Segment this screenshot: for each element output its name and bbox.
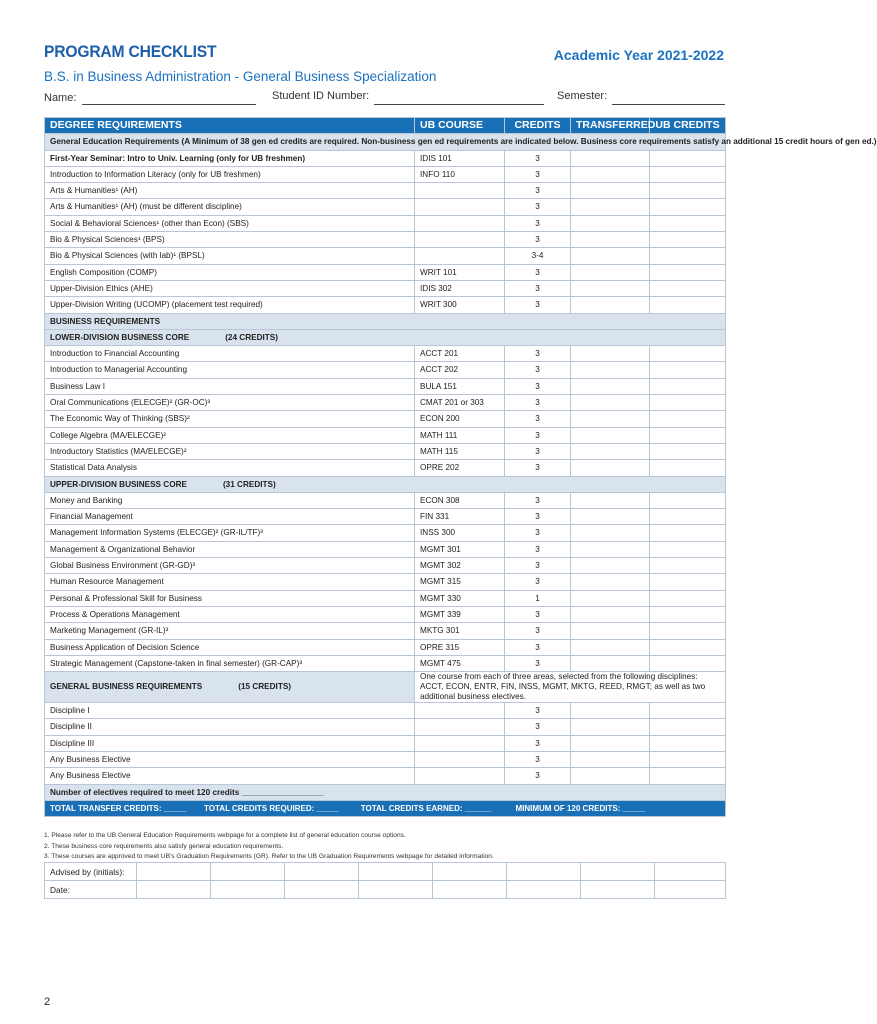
col-ub-course: UB COURSE [415, 118, 505, 134]
total-credits-required: TOTAL CREDITS REQUIRED: _____ [204, 803, 339, 813]
transferred-input[interactable] [571, 590, 650, 606]
requirement-name: The Economic Way of Thinking (SBS)² [45, 411, 415, 427]
table-row [45, 183, 726, 199]
date-cell[interactable] [433, 881, 507, 899]
credits: 3 [505, 166, 571, 182]
credits: 3 [505, 639, 571, 655]
ub-course [415, 768, 505, 784]
ub-credits-input[interactable] [650, 248, 726, 264]
footnote-1: 1. Please refer to the UB General Education Requirements webpage for a complete list of general education course options. [44, 832, 406, 839]
academic-year: Academic Year 2021-2022 [553, 47, 724, 63]
advised-cell[interactable] [655, 863, 726, 881]
credits: 3 [505, 411, 571, 427]
ub-course: FIN 331 [415, 509, 505, 525]
ub-credits-input[interactable] [650, 166, 726, 182]
credits: 3 [505, 751, 571, 767]
date-label: Date: [45, 881, 137, 899]
requirement-name: Oral Communications (ELECGE)² (GR-OC)³ [45, 395, 415, 411]
table-row [45, 558, 726, 574]
ub-credits-input[interactable] [650, 215, 726, 231]
table-row [45, 443, 726, 459]
ub-course: INFO 110 [415, 166, 505, 182]
ub-course: ACCT 202 [415, 362, 505, 378]
table-row [45, 719, 726, 735]
credits: 3 [505, 735, 571, 751]
ub-credits-input[interactable] [650, 655, 726, 671]
table-row [45, 525, 726, 541]
ub-credits-input[interactable] [650, 751, 726, 767]
requirement-name: Social & Behavioral Sciences¹ (other than Econ) (SBS) [45, 215, 415, 231]
requirement-name: Financial Management [45, 509, 415, 525]
name-label: Name: [44, 92, 77, 104]
transferred-input[interactable] [571, 297, 650, 313]
table-row [45, 541, 726, 557]
table-row [45, 574, 726, 590]
ub-credits-input[interactable] [650, 362, 726, 378]
student-id-field[interactable] [374, 104, 544, 105]
requirement-name: Any Business Elective [45, 751, 415, 767]
transferred-input[interactable] [571, 655, 650, 671]
gen-ed-note: General Education Requirements (A Minimum of 38 gen ed credits are required. Non-business gen ed requirements are indicated below. Business core requirements satisfy an additional 15 credit hours of gen ed.) [45, 134, 726, 150]
requirement-name: Management & Organizational Behavior [45, 541, 415, 557]
table-row [45, 411, 726, 427]
section-credits: (15 CREDITS) [238, 682, 292, 692]
table-row [45, 199, 726, 215]
advised-cell[interactable] [581, 863, 655, 881]
credits: 3 [505, 443, 571, 459]
ub-credits-input[interactable] [650, 150, 726, 166]
transferred-input[interactable] [571, 166, 650, 182]
ub-course [415, 183, 505, 199]
ub-credits-input[interactable] [650, 623, 726, 639]
credits: 3 [505, 623, 571, 639]
credits: 3 [505, 232, 571, 248]
ub-course: INSS 300 [415, 525, 505, 541]
transferred-input[interactable] [571, 199, 650, 215]
name-field[interactable] [82, 104, 256, 105]
transferred-input[interactable] [571, 703, 650, 719]
ub-course: MATH 115 [415, 443, 505, 459]
credits: 3 [505, 719, 571, 735]
general-business-label [45, 672, 415, 703]
ub-credits-input[interactable] [650, 346, 726, 362]
ub-course: ECON 308 [415, 492, 505, 508]
upper-division-row [45, 476, 726, 492]
credits: 3 [505, 541, 571, 557]
advised-by-label: Advised by (initials): [45, 863, 137, 881]
ub-course [415, 248, 505, 264]
credits: 3 [505, 558, 571, 574]
requirement-name: Discipline I [45, 703, 415, 719]
ub-credits-input[interactable] [650, 427, 726, 443]
requirement-name: Upper-Division Ethics (AHE) [45, 280, 415, 296]
table-row [45, 590, 726, 606]
section-credits: (31 CREDITS) [222, 479, 276, 489]
requirement-name: Arts & Humanities¹ (AH) [45, 183, 415, 199]
ub-course: MATH 111 [415, 427, 505, 443]
table-row [45, 655, 726, 671]
requirement-name: Strategic Management (Capstone-taken in final semester) (GR-CAP)³ [45, 655, 415, 671]
table-row [45, 297, 726, 313]
date-cell[interactable] [211, 881, 285, 899]
transferred-input[interactable] [571, 574, 650, 590]
transferred-input[interactable] [571, 215, 650, 231]
ub-course: OPRE 202 [415, 460, 505, 476]
credits: 3 [505, 768, 571, 784]
section-title: LOWER-DIVISION BUSINESS CORE [50, 332, 190, 342]
ub-credits-input[interactable] [650, 183, 726, 199]
totals-row [45, 800, 726, 816]
table-row [45, 427, 726, 443]
requirement-name: Introduction to Managerial Accounting [45, 362, 415, 378]
ub-course: MGMT 475 [415, 655, 505, 671]
ub-course [415, 751, 505, 767]
date-cell[interactable] [137, 881, 211, 899]
transferred-input[interactable] [571, 460, 650, 476]
requirement-name: Introduction to Financial Accounting [45, 346, 415, 362]
date-row [45, 881, 726, 899]
date-cell[interactable] [285, 881, 359, 899]
transferred-input[interactable] [571, 606, 650, 622]
advised-cell[interactable] [137, 863, 211, 881]
table-row [45, 264, 726, 280]
transferred-input[interactable] [571, 150, 650, 166]
table-row [45, 606, 726, 622]
ub-credits-input[interactable] [650, 297, 726, 313]
requirement-name: Human Resource Management [45, 574, 415, 590]
upper-division-row-label [45, 476, 726, 492]
general-business-description: One course from each of three areas, selected from the following disciplines: ACCT, ECON, ENTR, FIN, INSS, MGMT, MKTG, REED, RMGT; as well as two additional business electives. [415, 672, 726, 703]
requirement-name: Discipline II [45, 719, 415, 735]
requirement-name: Introduction to Information Literacy (only for UB freshmen) [45, 166, 415, 182]
ub-credits-input[interactable] [650, 735, 726, 751]
ub-course: MGMT 330 [415, 590, 505, 606]
ub-credits-input[interactable] [650, 378, 726, 394]
transferred-input[interactable] [571, 264, 650, 280]
ub-course: MKTG 301 [415, 623, 505, 639]
ub-credits-input[interactable] [650, 558, 726, 574]
requirement-name: Statistical Data Analysis [45, 460, 415, 476]
credits: 3 [505, 215, 571, 231]
ub-course: CMAT 201 or 303 [415, 395, 505, 411]
requirement-name: First-Year Seminar: Intro to Univ. Learning (only for UB freshmen) [45, 150, 415, 166]
table-row [45, 346, 726, 362]
ub-course: OPRE 315 [415, 639, 505, 655]
student-id-label: Student ID Number: [272, 90, 370, 102]
ub-credits-input[interactable] [650, 460, 726, 476]
minimum-credits: MINIMUM OF 120 CREDITS: _____ [515, 803, 645, 813]
credits: 3 [505, 492, 571, 508]
footnotes [44, 831, 494, 863]
credits: 3 [505, 606, 571, 622]
transferred-input[interactable] [571, 509, 650, 525]
lower-division-row-label [45, 329, 726, 345]
advised-cell[interactable] [211, 863, 285, 881]
credits: 3 [505, 150, 571, 166]
ub-course: ECON 200 [415, 411, 505, 427]
table-row [45, 639, 726, 655]
advised-by-row [45, 863, 726, 881]
table-row [45, 232, 726, 248]
advised-cell[interactable] [507, 863, 581, 881]
requirement-name: Arts & Humanities¹ (AH) (must be different discipline) [45, 199, 415, 215]
ub-credits-input[interactable] [650, 395, 726, 411]
credits: 1 [505, 590, 571, 606]
transferred-input[interactable] [571, 378, 650, 394]
requirement-name: Process & Operations Management [45, 606, 415, 622]
requirement-name: Business Law I [45, 378, 415, 394]
ub-course: ACCT 201 [415, 346, 505, 362]
table-row [45, 703, 726, 719]
transferred-input[interactable] [571, 362, 650, 378]
transferred-input[interactable] [571, 639, 650, 655]
ub-credits-input[interactable] [650, 703, 726, 719]
page-title: PROGRAM CHECKLIST [44, 42, 217, 61]
requirement-name: Management Information Systems (ELECGE)² (GR-IL/TF)³ [45, 525, 415, 541]
section-credits: (24 CREDITS) [225, 332, 278, 342]
requirement-name: Upper-Division Writing (UCOMP) (placement test required) [45, 297, 415, 313]
table-row [45, 248, 726, 264]
table-row [45, 751, 726, 767]
footnote-2: 2. These business core requirements also satisfy general education requirements. [44, 842, 284, 850]
credits: 3 [505, 183, 571, 199]
credits: 3 [505, 199, 571, 215]
ub-credits-input[interactable] [650, 232, 726, 248]
credits: 3 [505, 460, 571, 476]
transferred-input[interactable] [571, 248, 650, 264]
col-transferred: TRANSFERRED [571, 118, 650, 134]
transferred-input[interactable] [571, 525, 650, 541]
section-title: GENERAL BUSINESS REQUIREMENTS [50, 682, 203, 692]
table-row [45, 378, 726, 394]
table-row [45, 362, 726, 378]
ub-credits-input[interactable] [650, 719, 726, 735]
business-requirements-row [45, 313, 726, 329]
credits: 3 [505, 509, 571, 525]
ub-course: MGMT 302 [415, 558, 505, 574]
transferred-input[interactable] [571, 427, 650, 443]
requirement-name: Business Application of Decision Science [45, 639, 415, 655]
total-credits-earned: TOTAL CREDITS EARNED: ______ [360, 803, 492, 813]
business-requirements-row-label [45, 313, 726, 329]
date-cell[interactable] [581, 881, 655, 899]
table-row [45, 509, 726, 525]
credits: 3 [505, 574, 571, 590]
advised-cell[interactable] [433, 863, 507, 881]
ub-course [415, 719, 505, 735]
requirement-name: Personal & Professional Skill for Business [45, 590, 415, 606]
ub-credits-input[interactable] [650, 768, 726, 784]
table-header [45, 118, 726, 134]
date-cell[interactable] [655, 881, 726, 899]
credits: 3 [505, 297, 571, 313]
transferred-input[interactable] [571, 719, 650, 735]
electives-row [45, 784, 726, 800]
ub-course: MGMT 339 [415, 606, 505, 622]
requirements-table [44, 117, 877, 817]
table-row [45, 215, 726, 231]
transferred-input[interactable] [571, 492, 650, 508]
ub-credits-input[interactable] [650, 280, 726, 296]
total-transfer-credits: TOTAL TRANSFER CREDITS: _____ [50, 803, 187, 813]
credits: 3 [505, 525, 571, 541]
page-number: 2 [44, 996, 51, 1008]
ub-course [415, 232, 505, 248]
table-row [45, 150, 726, 166]
ub-course: WRIT 101 [415, 264, 505, 280]
requirement-name: Money and Banking [45, 492, 415, 508]
transferred-input[interactable] [571, 541, 650, 557]
requirement-name: Introductory Statistics (MA/ELECGE)² [45, 443, 415, 459]
ub-credits-input[interactable] [650, 590, 726, 606]
transferred-input[interactable] [571, 623, 650, 639]
requirement-name: College Algebra (MA/ELECGE)² [45, 427, 415, 443]
credits: 3 [505, 427, 571, 443]
program-subtitle: B.S. in Business Administration - General Business Specialization [44, 69, 437, 84]
transferred-input[interactable] [571, 768, 650, 784]
ub-course: MGMT 301 [415, 541, 505, 557]
requirement-name: Any Business Elective [45, 768, 415, 784]
table-row [45, 395, 726, 411]
col-ub-credits: UB CREDITS [650, 118, 726, 134]
ub-credits-input[interactable] [650, 639, 726, 655]
section-title: BUSINESS REQUIREMENTS [50, 316, 161, 326]
section-title: UPPER-DIVISION BUSINESS CORE [50, 479, 187, 489]
transferred-input[interactable] [571, 411, 650, 427]
ub-course: IDIS 302 [415, 280, 505, 296]
table-row [45, 280, 726, 296]
requirement-name: Marketing Management (GR-IL)³ [45, 623, 415, 639]
transferred-input[interactable] [571, 735, 650, 751]
ub-course: MGMT 315 [415, 574, 505, 590]
requirement-name: English Composition (COMP) [45, 264, 415, 280]
credits: 3 [505, 362, 571, 378]
transferred-input[interactable] [571, 395, 650, 411]
ub-credits-input[interactable] [650, 443, 726, 459]
table-row [45, 166, 726, 182]
credits: 3 [505, 703, 571, 719]
date-cell[interactable] [359, 881, 433, 899]
credits: 3 [505, 346, 571, 362]
ub-credits-input[interactable] [650, 525, 726, 541]
credits: 3 [505, 655, 571, 671]
ub-credits-input[interactable] [650, 541, 726, 557]
ub-credits-input[interactable] [650, 199, 726, 215]
transferred-input[interactable] [571, 232, 650, 248]
footnote-3: 3. These courses are approved to meet UB's Graduation Requirements (GR). Refer to the UB Graduation Requirements webpage for detailed information. [44, 853, 494, 860]
table-row [45, 623, 726, 639]
requirement-name: Global Business Environment (GR-GD)³ [45, 558, 415, 574]
ub-course [415, 199, 505, 215]
table-row [45, 492, 726, 508]
totals-cell [45, 800, 726, 816]
ub-credits-input[interactable] [650, 411, 726, 427]
general-business-row [45, 672, 726, 703]
transferred-input[interactable] [571, 751, 650, 767]
requirement-name: Bio & Physical Sciences (with lab)¹ (BPSL) [45, 248, 415, 264]
requirement-name: Bio & Physical Sciences¹ (BPS) [45, 232, 415, 248]
semester-field[interactable] [612, 104, 725, 105]
advised-cell[interactable] [359, 863, 433, 881]
lower-division-row [45, 329, 726, 345]
table-row [45, 460, 726, 476]
ub-course: IDIS 101 [415, 150, 505, 166]
advising-table [44, 862, 726, 899]
semester-label: Semester: [557, 90, 608, 102]
ub-course [415, 703, 505, 719]
transferred-input[interactable] [571, 183, 650, 199]
ub-course: BULA 151 [415, 378, 505, 394]
transferred-input[interactable] [571, 558, 650, 574]
credits: 3 [505, 264, 571, 280]
advised-cell[interactable] [285, 863, 359, 881]
ub-course [415, 215, 505, 231]
gen-ed-note-row [45, 134, 726, 150]
credits: 3 [505, 378, 571, 394]
transferred-input[interactable] [571, 346, 650, 362]
transferred-input[interactable] [571, 443, 650, 459]
credits: 3-4 [505, 248, 571, 264]
credits: 3 [505, 395, 571, 411]
date-cell[interactable] [507, 881, 581, 899]
credits: 3 [505, 280, 571, 296]
col-degree-requirements: DEGREE REQUIREMENTS [45, 118, 415, 134]
col-credits: CREDITS [505, 118, 571, 134]
electives-needed: Number of electives required to meet 120 credits __________________ [45, 784, 726, 800]
ub-credits-input[interactable] [650, 264, 726, 280]
table-row [45, 768, 726, 784]
ub-credits-input[interactable] [650, 606, 726, 622]
ub-credits-input[interactable] [650, 574, 726, 590]
ub-credits-input[interactable] [650, 492, 726, 508]
table-row [45, 735, 726, 751]
ub-course [415, 735, 505, 751]
requirement-name: Discipline III [45, 735, 415, 751]
ub-course: WRIT 300 [415, 297, 505, 313]
transferred-input[interactable] [571, 280, 650, 296]
ub-credits-input[interactable] [650, 509, 726, 525]
